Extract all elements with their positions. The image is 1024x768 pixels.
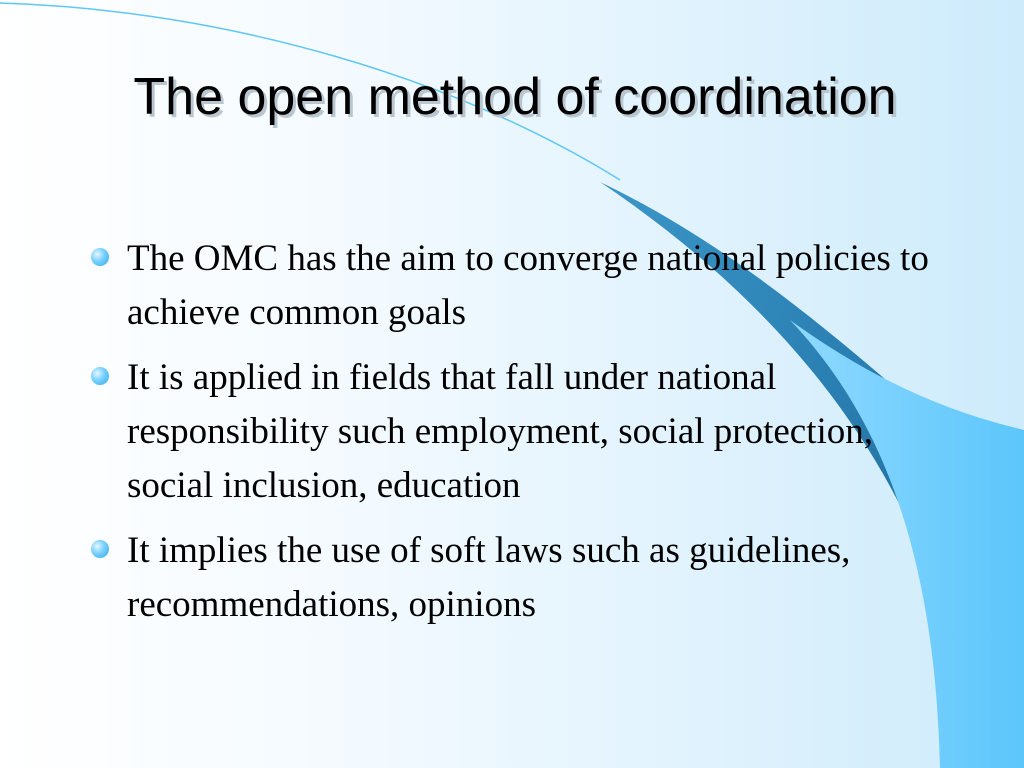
bullet-text: The OMC has the aim to converge national policies to achieve common goals <box>127 238 929 333</box>
bullet-item <box>90 232 950 340</box>
bullet-list <box>90 232 950 643</box>
bullet-text: It implies the use of soft laws such as guidelines, recommendations, opinions <box>127 530 851 625</box>
bullet-dot-icon <box>91 540 109 558</box>
slide-title: The open method of coordination <box>133 68 897 126</box>
bullet-dot-icon <box>91 248 109 266</box>
bullet-item <box>90 351 950 513</box>
bullet-item <box>90 524 950 632</box>
bullet-text: It is applied in fields that fall under national responsibility such employment, social protection, social inclusion, education <box>127 357 874 506</box>
bullet-dot-icon <box>91 367 109 385</box>
